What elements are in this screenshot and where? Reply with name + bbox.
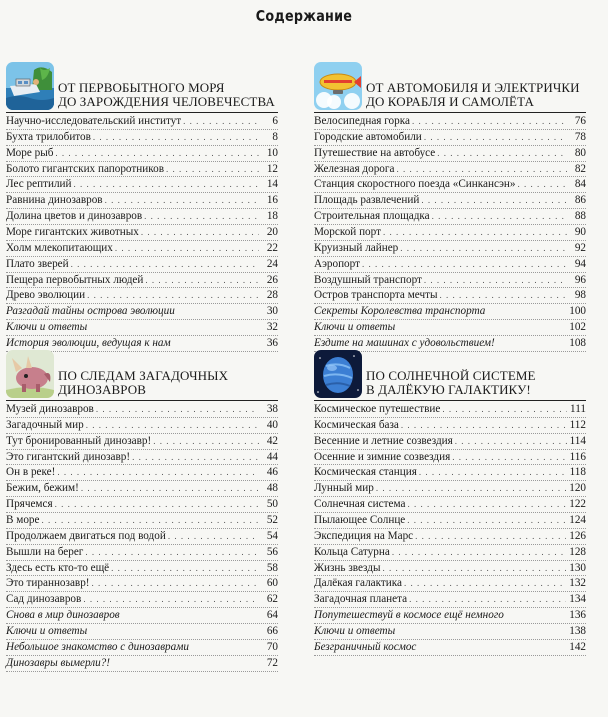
toc-entry bbox=[314, 288, 586, 304]
toc-entry-page: 70 bbox=[266, 640, 278, 653]
toc-entry-title: Древо эволюции bbox=[6, 289, 86, 302]
toc-entry-title: Загадочный мир bbox=[6, 418, 84, 431]
toc-entry-title: Сад динозавров bbox=[6, 593, 82, 606]
toc-entry-title: Лунный мир bbox=[314, 482, 374, 495]
toc-entry bbox=[6, 529, 278, 545]
toc-entry-page: 92 bbox=[574, 241, 586, 254]
toc-entry-page: 26 bbox=[266, 273, 278, 286]
toc-entry-title: Снова в мир динозавров bbox=[6, 609, 120, 622]
toc-entry-page: 6 bbox=[272, 115, 278, 127]
toc-entry-title: Море рыб bbox=[6, 146, 54, 159]
toc-list bbox=[314, 114, 586, 352]
toc-entry-title: Тут бронированный динозавр! bbox=[6, 434, 152, 447]
toc-entry bbox=[6, 288, 278, 304]
toc-entry bbox=[6, 640, 278, 656]
toc-entry-title: Железная дорога bbox=[314, 162, 395, 175]
toc-leader-dots bbox=[417, 465, 567, 480]
toc-entry-title: История эволюции, ведущая к нам bbox=[6, 337, 171, 350]
toc-entry bbox=[6, 273, 278, 289]
toc-entry-page: 118 bbox=[569, 466, 586, 479]
section-dinosaurs bbox=[6, 350, 278, 672]
toc-entry-page: 112 bbox=[569, 418, 586, 431]
toc-entry bbox=[314, 497, 586, 513]
toc-entry bbox=[314, 304, 586, 320]
toc-entry bbox=[6, 114, 278, 130]
toc-entry bbox=[6, 450, 278, 466]
toc-entry-title: Жизнь звезды bbox=[314, 561, 381, 574]
toc-entry-title: Ключи и ответы bbox=[6, 321, 88, 334]
toc-entry-title: Ездите на машинах с удовольствием! bbox=[314, 337, 495, 350]
toc-leader-dots bbox=[450, 450, 566, 465]
toc-entry bbox=[314, 177, 586, 193]
toc-entry-title: Станция скоростного поезда «Синкансэн» bbox=[314, 178, 516, 191]
toc-entry-title: Море гигантских животных bbox=[6, 226, 139, 239]
toc-entry bbox=[6, 162, 278, 178]
toc-leader-dots bbox=[151, 434, 259, 449]
toc-entry-title: Космическая база bbox=[314, 418, 399, 431]
toc-entry bbox=[6, 402, 278, 418]
toc-entry-page: 20 bbox=[266, 226, 278, 239]
toc-entry-page: 10 bbox=[266, 146, 278, 159]
planet-icon bbox=[314, 350, 362, 398]
toc-entry-page: 50 bbox=[266, 498, 278, 511]
toc-entry-page: 124 bbox=[569, 514, 586, 527]
section-title-line2: ДИНОЗАВРОВ bbox=[58, 382, 147, 397]
toc-entry bbox=[6, 545, 278, 561]
toc-entry-page: 82 bbox=[574, 162, 586, 175]
toc-entry bbox=[6, 561, 278, 577]
toc-leader-dots bbox=[83, 545, 259, 560]
toc-entry-title: Весенние и летние созвездия bbox=[314, 434, 453, 447]
toc-entry bbox=[6, 193, 278, 209]
toc-leader-dots bbox=[422, 273, 567, 288]
toc-entry-title: Он в реке! bbox=[6, 466, 56, 479]
toc-entry-title: Здесь есть кто-то ещё bbox=[6, 561, 110, 574]
toc-entry-page: 98 bbox=[574, 289, 586, 302]
toc-entry bbox=[314, 450, 586, 466]
toc-entry-page: 22 bbox=[266, 241, 278, 254]
section-header bbox=[314, 62, 586, 113]
toc-entry-page: 136 bbox=[569, 609, 586, 622]
toc-entry-title: Холм млекопитающих bbox=[6, 241, 113, 254]
toc-entry bbox=[6, 656, 278, 672]
toc-entry-page: 100 bbox=[569, 305, 586, 318]
toc-entry bbox=[6, 576, 278, 592]
toc-leader-dots bbox=[422, 130, 567, 145]
toc-entry-page: 126 bbox=[569, 529, 586, 542]
toc-leader-dots bbox=[360, 257, 567, 272]
section-header bbox=[6, 62, 278, 113]
toc-entry-page: 28 bbox=[266, 289, 278, 302]
toc-entry-title: Динозавры вымерли?! bbox=[6, 656, 110, 669]
toc-entry-title: Научно-исследовательский институт bbox=[6, 115, 182, 127]
toc-leader-dots bbox=[79, 481, 259, 496]
toc-entry-page: 90 bbox=[574, 226, 586, 239]
toc-entry bbox=[314, 225, 586, 241]
toc-entry bbox=[6, 257, 278, 273]
toc-leader-dots bbox=[164, 162, 259, 177]
toc-entry-title: Ключи и ответы bbox=[314, 625, 396, 638]
toc-leader-dots bbox=[405, 513, 566, 528]
toc-entry-page: 134 bbox=[569, 593, 586, 606]
section-title bbox=[58, 369, 278, 397]
toc-entry bbox=[314, 402, 586, 418]
toc-entry-page: 16 bbox=[266, 194, 278, 207]
toc-entry bbox=[6, 320, 278, 336]
toc-entry-title: Ключи и ответы bbox=[6, 625, 88, 638]
toc-entry-page: 58 bbox=[266, 561, 278, 574]
toc-entry-title: Городские автомобили bbox=[314, 130, 422, 143]
toc-entry-page: 138 bbox=[569, 625, 586, 638]
toc-entry-page: 52 bbox=[266, 514, 278, 527]
boat-island-icon bbox=[6, 62, 54, 110]
toc-leader-dots bbox=[53, 497, 259, 512]
toc-list bbox=[6, 402, 278, 672]
toc-entry-title: Разгадай тайны острова эволюции bbox=[6, 305, 175, 318]
toc-entry-title: Круизный лайнер bbox=[314, 241, 399, 254]
toc-entry bbox=[314, 193, 586, 209]
toc-entry bbox=[6, 624, 278, 640]
toc-entry-title: Попутешествуй в космосе ещё немного bbox=[314, 609, 504, 622]
toc-entry bbox=[6, 177, 278, 193]
toc-entry bbox=[314, 434, 586, 450]
toc-entry-title: Бухта трилобитов bbox=[6, 130, 91, 143]
toc-entry-title: Далёкая галактика bbox=[314, 577, 403, 590]
section-title bbox=[58, 81, 278, 109]
toc-leader-dots bbox=[410, 114, 567, 129]
toc-entry-page: 40 bbox=[266, 418, 278, 431]
toc-list bbox=[314, 402, 586, 656]
toc-leader-dots bbox=[390, 545, 566, 560]
toc-entry-page: 32 bbox=[266, 321, 278, 334]
toc-entry-title: Солнечная система bbox=[314, 498, 406, 511]
toc-leader-dots bbox=[103, 193, 259, 208]
toc-leader-dots bbox=[399, 418, 567, 433]
toc-entry bbox=[314, 529, 586, 545]
toc-entry-title: Пещера первобытных людей bbox=[6, 273, 144, 286]
toc-entry-page: 62 bbox=[266, 593, 278, 606]
toc-entry-title: Аэропорт bbox=[314, 257, 360, 270]
toc-entry-title: Это гигантский динозавр! bbox=[6, 450, 131, 463]
toc-leader-dots bbox=[72, 177, 260, 192]
toc-entry-page: 64 bbox=[266, 609, 278, 622]
toc-leader-dots bbox=[181, 114, 259, 129]
toc-leader-dots bbox=[91, 130, 259, 145]
toc-entry-page: 72 bbox=[266, 656, 278, 669]
section-header bbox=[6, 350, 278, 401]
toc-leader-dots bbox=[139, 225, 259, 240]
toc-entry bbox=[314, 481, 586, 497]
toc-entry bbox=[314, 130, 586, 146]
toc-entry-page: 24 bbox=[266, 257, 278, 270]
toc-entry-title: Строительная площадка bbox=[314, 210, 430, 223]
airship-icon bbox=[314, 62, 362, 110]
toc-entry bbox=[314, 209, 586, 225]
toc-entry bbox=[314, 114, 586, 130]
toc-entry bbox=[6, 146, 278, 162]
toc-entry-title: Плато зверей bbox=[6, 257, 69, 270]
toc-leader-dots bbox=[430, 209, 567, 224]
toc-leader-dots bbox=[69, 257, 259, 272]
toc-entry-page: 48 bbox=[266, 482, 278, 495]
toc-entry bbox=[6, 497, 278, 513]
toc-entry-page: 44 bbox=[266, 450, 278, 463]
toc-entry bbox=[314, 320, 586, 336]
toc-leader-dots bbox=[94, 402, 259, 417]
toc-leader-dots bbox=[407, 592, 566, 607]
toc-entry bbox=[314, 146, 586, 162]
toc-entry bbox=[6, 434, 278, 450]
toc-entry-title: Ключи и ответы bbox=[314, 321, 396, 334]
toc-entry-title: Остров транспорта мечты bbox=[314, 289, 438, 302]
toc-entry-page: 116 bbox=[569, 450, 586, 463]
toc-entry bbox=[6, 209, 278, 225]
toc-leader-dots bbox=[53, 146, 259, 161]
toc-entry bbox=[6, 513, 278, 529]
toc-entry bbox=[314, 162, 586, 178]
toc-entry-page: 132 bbox=[569, 577, 586, 590]
toc-leader-dots bbox=[81, 592, 259, 607]
toc-entry bbox=[314, 576, 586, 592]
toc-entry-page: 122 bbox=[569, 498, 586, 511]
toc-entry-page: 8 bbox=[272, 130, 278, 143]
toc-entry-page: 130 bbox=[569, 561, 586, 574]
section-header bbox=[314, 350, 586, 401]
section-title-line1: ПО СОЛНЕЧНОЙ СИСТЕМЕ bbox=[366, 368, 536, 383]
toc-entry bbox=[314, 624, 586, 640]
toc-entry-title: Небольшое знакомство с динозаврами bbox=[6, 640, 189, 653]
toc-entry-title: Музей динозавров bbox=[6, 403, 94, 415]
toc-entry-title: Бежим, бежим! bbox=[6, 482, 79, 495]
toc-entry bbox=[6, 130, 278, 146]
dinosaur-icon bbox=[6, 350, 54, 398]
toc-entry-page: 86 bbox=[574, 194, 586, 207]
toc-entry-title: Прячемся bbox=[6, 498, 53, 511]
toc-entry-title: Кольца Сатурна bbox=[314, 545, 390, 558]
toc-entry-page: 78 bbox=[574, 130, 586, 143]
toc-entry-page: 114 bbox=[569, 434, 586, 447]
toc-entry bbox=[314, 640, 586, 656]
toc-entry-title: Космическое путешествие bbox=[314, 403, 441, 415]
section-title-line1: ПО СЛЕДАМ ЗАГАДОЧНЫХ bbox=[58, 368, 229, 383]
toc-leader-dots bbox=[55, 465, 259, 480]
toc-leader-dots bbox=[40, 513, 260, 528]
toc-entry-page: 120 bbox=[569, 482, 586, 495]
toc-leader-dots bbox=[402, 576, 566, 591]
toc-entry-page: 94 bbox=[574, 257, 586, 270]
toc-entry bbox=[314, 241, 586, 257]
toc-entry-page: 18 bbox=[266, 210, 278, 223]
toc-entry bbox=[314, 608, 586, 624]
toc-leader-dots bbox=[109, 561, 259, 576]
toc-entry bbox=[314, 273, 586, 289]
toc-entry-page: 96 bbox=[574, 273, 586, 286]
toc-leader-dots bbox=[374, 481, 566, 496]
toc-entry-page: 56 bbox=[266, 545, 278, 558]
page-title: Содержание bbox=[255, 7, 353, 25]
toc-entry-page: 128 bbox=[569, 545, 586, 558]
toc-entry-title: Пылающее Солнце bbox=[314, 514, 406, 527]
section-title-line1: ОТ АВТОМОБИЛЯ И ЭЛЕКТРИЧКИ bbox=[366, 80, 580, 95]
toc-entry bbox=[314, 513, 586, 529]
section-space bbox=[314, 350, 586, 656]
toc-leader-dots bbox=[130, 450, 259, 465]
toc-entry-title: Продолжаем двигаться под водой bbox=[6, 529, 166, 542]
toc-entry-title: Долина цветов и динозавров bbox=[6, 210, 143, 223]
toc-entry-title: Секреты Королевства транспорта bbox=[314, 305, 486, 318]
toc-entry-title: Морской порт bbox=[314, 226, 381, 239]
toc-leader-dots bbox=[405, 497, 566, 512]
toc-entry bbox=[314, 561, 586, 577]
toc-entry-page: 42 bbox=[266, 434, 278, 447]
toc-entry-title: Воздушный транспорт bbox=[314, 273, 422, 286]
toc-leader-dots bbox=[394, 162, 567, 177]
toc-leader-dots bbox=[440, 402, 567, 417]
toc-leader-dots bbox=[142, 209, 259, 224]
section-title bbox=[366, 369, 586, 397]
toc-entry-title: Болото гигантских папоротников bbox=[6, 162, 164, 175]
toc-leader-dots bbox=[381, 225, 567, 240]
toc-entry bbox=[6, 592, 278, 608]
toc-entry-page: 38 bbox=[266, 403, 278, 415]
toc-entry-page: 88 bbox=[574, 210, 586, 223]
section-evolution bbox=[6, 62, 278, 352]
toc-entry-title: Загадочная планета bbox=[314, 593, 408, 606]
toc-entry-page: 111 bbox=[570, 403, 586, 415]
toc-entry bbox=[6, 481, 278, 497]
toc-entry bbox=[6, 225, 278, 241]
toc-entry-page: 108 bbox=[569, 337, 586, 350]
toc-list bbox=[6, 114, 278, 352]
toc-entry-page: 76 bbox=[574, 115, 586, 127]
toc-entry-title: Площадь развлечений bbox=[314, 194, 420, 207]
toc-entry-page: 12 bbox=[266, 162, 278, 175]
toc-leader-dots bbox=[143, 273, 259, 288]
section-title-line1: ОТ ПЕРВОБЫТНОГО МОРЯ bbox=[58, 80, 225, 95]
toc-entry-page: 60 bbox=[266, 577, 278, 590]
toc-entry-title: В море bbox=[6, 514, 40, 527]
toc-entry bbox=[314, 418, 586, 434]
toc-leader-dots bbox=[166, 529, 259, 544]
toc-entry bbox=[314, 545, 586, 561]
toc-entry bbox=[314, 592, 586, 608]
toc-leader-dots bbox=[398, 241, 567, 256]
toc-entry-page: 30 bbox=[266, 305, 278, 318]
toc-entry-page: 102 bbox=[569, 321, 586, 334]
toc-leader-dots bbox=[515, 177, 567, 192]
toc-leader-dots bbox=[90, 576, 259, 591]
toc-entry-title: Это тираннозавр! bbox=[6, 577, 90, 590]
toc-leader-dots bbox=[113, 241, 259, 256]
toc-entry bbox=[6, 608, 278, 624]
section-title-line2: В ДАЛЁКУЮ ГАЛАКТИКУ! bbox=[366, 382, 531, 397]
toc-entry bbox=[314, 465, 586, 481]
toc-entry bbox=[314, 257, 586, 273]
toc-leader-dots bbox=[85, 288, 259, 303]
toc-entry-title: Вышли на берег bbox=[6, 545, 84, 558]
toc-entry-page: 80 bbox=[574, 146, 586, 159]
toc-entry-title: Путешествие на автобусе bbox=[314, 146, 436, 159]
toc-entry-title: Космическая станция bbox=[314, 466, 417, 479]
toc-leader-dots bbox=[84, 418, 259, 433]
toc-entry-page: 84 bbox=[574, 178, 586, 191]
section-title-line2: ДО ЗАРОЖДЕНИЯ ЧЕЛОВЕЧЕСТВА bbox=[58, 94, 275, 109]
toc-leader-dots bbox=[380, 561, 566, 576]
toc-entry-page: 46 bbox=[266, 466, 278, 479]
toc-entry-title: Равнина динозавров bbox=[6, 194, 103, 207]
toc-entry-title: Осенние и зимние созвездия bbox=[314, 450, 451, 463]
toc-entry-title: Лес рептилий bbox=[6, 178, 72, 191]
toc-entry-title: Безграничный космос bbox=[314, 640, 417, 653]
toc-entry-page: 54 bbox=[266, 529, 278, 542]
toc-entry-title: Экспедиция на Марс bbox=[314, 529, 414, 542]
toc-leader-dots bbox=[435, 146, 567, 161]
toc-entry-page: 36 bbox=[266, 337, 278, 350]
toc-entry-page: 142 bbox=[569, 640, 586, 653]
toc-entry-title: Велосипедная горка bbox=[314, 115, 410, 127]
section-transport bbox=[314, 62, 586, 352]
toc-entry bbox=[6, 465, 278, 481]
toc-entry-page: 66 bbox=[266, 625, 278, 638]
toc-leader-dots bbox=[413, 529, 566, 544]
toc-entry bbox=[6, 241, 278, 257]
toc-entry bbox=[6, 304, 278, 320]
toc-entry-page: 14 bbox=[266, 178, 278, 191]
section-title bbox=[366, 81, 586, 109]
toc-leader-dots bbox=[419, 193, 567, 208]
toc-entry bbox=[6, 418, 278, 434]
toc-leader-dots bbox=[438, 288, 568, 303]
toc-leader-dots bbox=[453, 434, 567, 449]
section-title-line2: ДО КОРАБЛЯ И САМОЛЁТА bbox=[366, 94, 534, 109]
